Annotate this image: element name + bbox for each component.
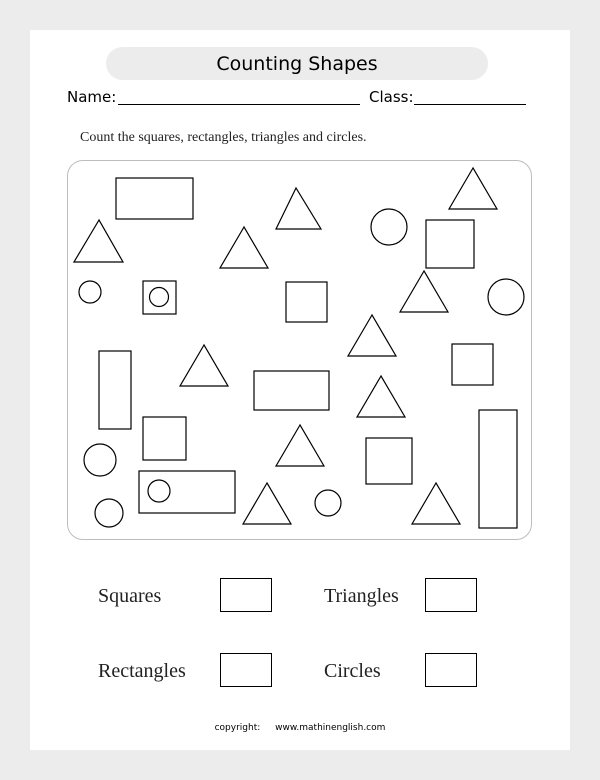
circle-shape [84,444,116,476]
circle-shape [488,279,524,315]
triangle-shape [400,271,448,312]
circle-shape [315,490,341,516]
circle-shape [95,499,123,527]
square-shape [286,282,327,322]
triangle-shape [220,227,268,268]
rectangle-shape [254,371,329,410]
triangle-shape [243,483,291,524]
triangle-shape [180,345,228,386]
rectangles-answer-box[interactable] [220,653,272,687]
triangle-shape [348,315,396,356]
squares-answer-box[interactable] [220,578,272,612]
triangle-shape [357,376,405,417]
circle-shape [371,209,407,245]
squares-label: Squares [98,585,162,607]
square-shape [452,344,493,385]
website-link[interactable]: www.mathinenglish.com [275,723,386,733]
triangle-shape [412,483,460,524]
square-shape [143,281,176,314]
class-label: Class: [369,88,414,106]
triangle-shape [276,425,324,466]
triangle-shape [449,168,497,209]
circle-shape [79,281,101,303]
square-shape [143,417,186,460]
square-shape [366,438,412,484]
triangle-shape [276,188,321,229]
worksheet-title: Counting Shapes [106,47,488,80]
instructions-text: Count the squares, rectangles, triangles and circles. [80,130,367,145]
rectangles-label: Rectangles [98,660,186,682]
circle-shape [150,288,169,307]
copyright-label: copyright: [214,723,261,733]
circles-label: Circles [324,660,381,682]
circle-shape [148,480,170,502]
triangles-answer-box[interactable] [425,578,477,612]
name-label: Name: [67,88,117,106]
rectangle-shape [99,351,131,429]
triangle-shape [74,220,123,262]
rectangle-shape [116,178,193,219]
square-shape [426,220,474,268]
footer [0,723,600,733]
rectangle-shape [479,410,517,528]
circles-answer-box[interactable] [425,653,477,687]
triangles-label: Triangles [324,585,399,607]
rectangle-shape [139,471,235,513]
